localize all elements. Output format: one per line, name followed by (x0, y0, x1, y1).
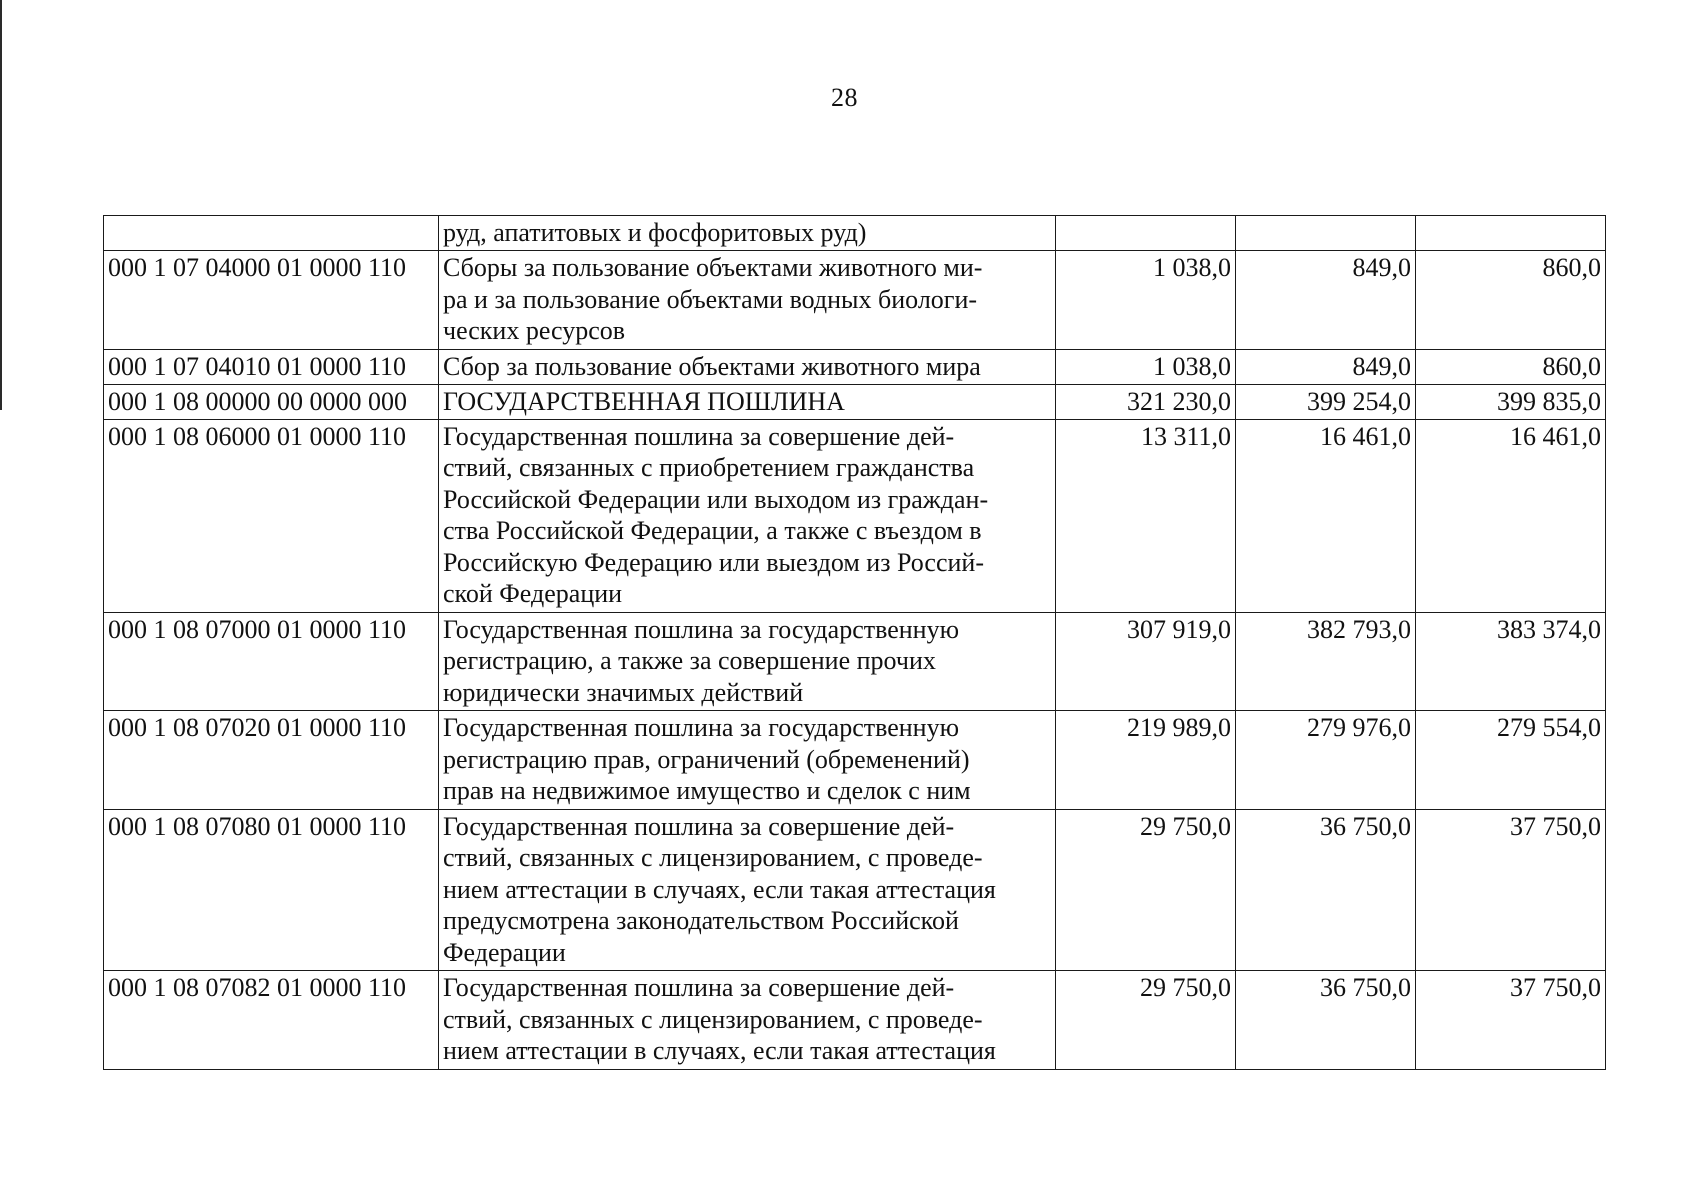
revenue-code-cell: 000 1 08 07000 01 0000 110 (104, 612, 439, 711)
value-year-1-cell: 307 919,0 (1056, 612, 1236, 711)
revenue-name-cell (439, 349, 1056, 384)
page-number: 28 (831, 83, 858, 112)
value-year-1-cell: 321 230,0 (1056, 384, 1236, 419)
revenue-table (103, 215, 1606, 1070)
revenue-name-line: Российской Федерации или выходом из граждан- (443, 484, 989, 514)
value-year-3-cell: 860,0 (1416, 251, 1606, 350)
value-year-1-cell (1056, 216, 1236, 251)
value-year-3-cell: 16 461,0 (1416, 419, 1606, 612)
value-year-3-cell: 279 554,0 (1416, 711, 1606, 810)
revenue-name-line: ской Федерации (443, 579, 623, 608)
value-year-1-cell: 219 989,0 (1056, 711, 1236, 810)
revenue-name-cell (439, 384, 1056, 419)
revenue-code-cell: 000 1 08 07082 01 0000 110 (104, 971, 439, 1070)
revenue-name-line: нием аттестации в случаях, если такая аттестация (443, 1036, 996, 1065)
table-row (104, 419, 1606, 612)
revenue-name-line: ра и за пользование объектами водных биологи- (443, 284, 978, 314)
revenue-name-cell (439, 711, 1056, 810)
value-year-2-cell: 849,0 (1236, 251, 1416, 350)
revenue-name-line: Государственная пошлина за государственную (443, 614, 960, 644)
revenue-name-line: ства Российской Федерации, а также с въездом в (443, 516, 982, 545)
revenue-name-cell (439, 419, 1056, 612)
value-year-2-cell: 36 750,0 (1236, 809, 1416, 971)
revenue-name-line: юридически значимых действий (443, 677, 804, 707)
revenue-name-cell (439, 809, 1056, 971)
value-year-3-cell: 383 374,0 (1416, 612, 1606, 711)
table-row (104, 384, 1606, 419)
revenue-name-line: нием аттестации в случаях, если такая аттестация (443, 874, 996, 904)
value-year-1-cell: 13 311,0 (1056, 419, 1236, 612)
revenue-name-line: Российскую Федерацию или выездом из Россий- (443, 547, 984, 577)
value-year-3-cell: 399 835,0 (1416, 384, 1606, 419)
revenue-code-cell (104, 216, 439, 251)
value-year-2-cell: 399 254,0 (1236, 384, 1416, 419)
revenue-code-cell: 000 1 08 07020 01 0000 110 (104, 711, 439, 810)
table-row (104, 971, 1606, 1070)
revenue-code-cell: 000 1 08 07080 01 0000 110 (104, 809, 439, 971)
table-row (104, 251, 1606, 350)
revenue-name-line: ствий, связанных с лицензированием, с проведе- (443, 843, 983, 872)
table-body (104, 216, 1606, 1070)
revenue-name-cell (439, 251, 1056, 350)
revenue-name-line: прав на недвижимое имущество и сделок с ним (443, 776, 971, 805)
value-year-1-cell: 1 038,0 (1056, 349, 1236, 384)
revenue-name-line: Государственная пошлина за совершение дей- (443, 811, 955, 841)
revenue-name-line: Сбор за пользование объектами животного мира (443, 351, 981, 381)
revenue-name-cell (439, 971, 1056, 1070)
value-year-3-cell: 37 750,0 (1416, 971, 1606, 1070)
revenue-name-line: предусмотрена законодательством Российской (443, 906, 959, 935)
revenue-name-line: Государственная пошлина за совершение дей- (443, 973, 955, 1002)
revenue-code-cell: 000 1 07 04000 01 0000 110 (104, 251, 439, 350)
value-year-2-cell: 849,0 (1236, 349, 1416, 384)
table-row (104, 809, 1606, 971)
table-row (104, 612, 1606, 711)
value-year-1-cell: 29 750,0 (1056, 809, 1236, 971)
value-year-2-cell: 279 976,0 (1236, 711, 1416, 810)
revenue-name-line: регистрацию, а также за совершение прочих (443, 646, 936, 675)
value-year-2-cell: 16 461,0 (1236, 419, 1416, 612)
value-year-3-cell: 860,0 (1416, 349, 1606, 384)
scan-edge-line (0, 0, 2, 410)
value-year-2-cell: 382 793,0 (1236, 612, 1416, 711)
revenue-name-line: Федерации (443, 937, 566, 967)
table-row (104, 216, 1606, 251)
revenue-name-line: ствий, связанных с приобретением гражданства (443, 453, 975, 482)
revenue-name-line: Государственная пошлина за государственную (443, 713, 960, 742)
revenue-name-line: Государственная пошлина за совершение дей- (443, 421, 955, 451)
revenue-name-cell (439, 216, 1056, 251)
revenue-name-cell (439, 612, 1056, 711)
revenue-name-line: руд, апатитовых и фосфоритовых руд) (443, 218, 867, 247)
revenue-code-cell: 000 1 08 06000 01 0000 110 (104, 419, 439, 612)
revenue-name-line: ческих ресурсов (443, 316, 626, 345)
value-year-2-cell: 36 750,0 (1236, 971, 1416, 1070)
value-year-3-cell (1416, 216, 1606, 251)
value-year-1-cell: 29 750,0 (1056, 971, 1236, 1070)
value-year-2-cell (1236, 216, 1416, 251)
table-row (104, 711, 1606, 810)
revenue-code-cell: 000 1 08 00000 00 0000 000 (104, 384, 439, 419)
revenue-name-line: Сборы за пользование объектами животного ми- (443, 253, 983, 282)
table-row (104, 349, 1606, 384)
value-year-1-cell: 1 038,0 (1056, 251, 1236, 350)
revenue-code-cell: 000 1 07 04010 01 0000 110 (104, 349, 439, 384)
value-year-3-cell: 37 750,0 (1416, 809, 1606, 971)
revenue-name-line: ГОСУДАРСТВЕННАЯ ПОШЛИНА (443, 386, 845, 416)
revenue-name-line: регистрацию прав, ограничений (обременений) (443, 744, 970, 774)
revenue-name-line: ствий, связанных с лицензированием, с проведе- (443, 1004, 983, 1034)
